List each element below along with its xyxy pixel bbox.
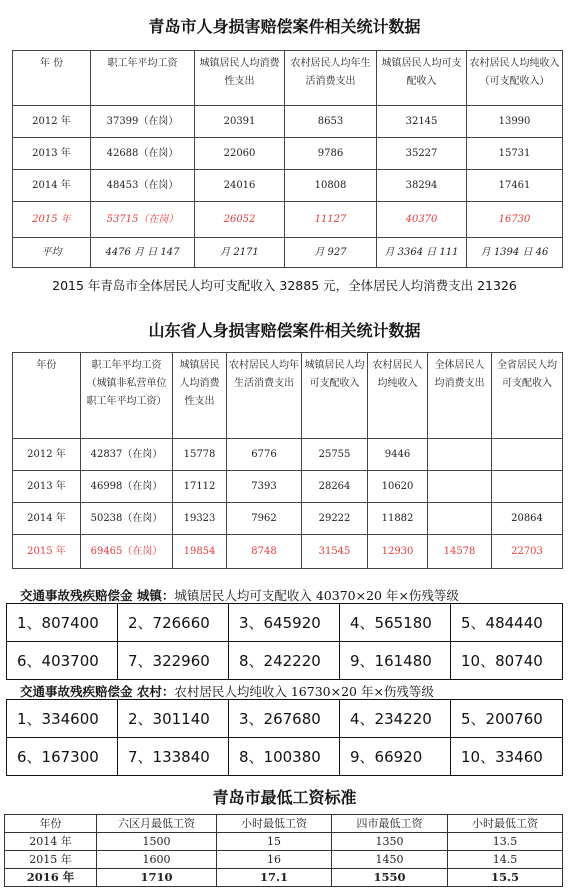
cell: 13.5 [448, 833, 563, 851]
header-district-monthly: 六区月最低工资 [97, 815, 217, 833]
cell: 11127 [285, 202, 377, 238]
table-row-highlight [13, 535, 563, 569]
cell: 1550 [332, 869, 448, 887]
grade-cell: 1、334600 [7, 700, 118, 738]
urban-compensation-label: 交通事故残疾赔偿金 城镇： [20, 588, 175, 603]
table-row-highlight [13, 202, 563, 238]
cell: 22060 [195, 138, 285, 170]
grade-cell: 8、100380 [229, 738, 340, 776]
cell: 1710 [97, 869, 217, 887]
cell: 28264 [302, 471, 368, 503]
cell: 2014 年 [13, 503, 81, 535]
cell: 7962 [227, 503, 302, 535]
grade-cell: 2、301140 [118, 700, 229, 738]
table1-title: 青岛市人身损害赔偿案件相关统计数据 [148, 17, 421, 36]
cell: 2015 年 [13, 202, 91, 238]
grade-cell: 3、267680 [229, 700, 340, 738]
cell: 2016 年 [5, 869, 97, 887]
header-province-income: 全省居民人均可支配收入 [492, 353, 563, 439]
cell: 48453（在岗） [91, 170, 195, 202]
cell: 15731 [467, 138, 563, 170]
cell: 1450 [332, 851, 448, 869]
cell: 40370 [377, 202, 467, 238]
cell: 月 3364 日 111 [377, 238, 467, 268]
cell: 7393 [227, 471, 302, 503]
cell: 38294 [377, 170, 467, 202]
header-hourly: 小时最低工资 [217, 815, 332, 833]
cell: 8653 [285, 106, 377, 138]
urban-compensation-table [6, 603, 563, 680]
table-row [13, 106, 563, 138]
grade-cell: 5、484440 [451, 604, 563, 642]
cell: 53715（在岗） [91, 202, 195, 238]
header-rural-consumption: 农村居民人均年生活消费支出 [227, 353, 302, 439]
table-row [7, 642, 563, 680]
table-row [5, 851, 563, 869]
cell: 12930 [368, 535, 428, 569]
cell: 11882 [368, 503, 428, 535]
cell: 31545 [302, 535, 368, 569]
table-row [7, 604, 563, 642]
cell: 2014 年 [13, 170, 91, 202]
cell: 10620 [368, 471, 428, 503]
header-year: 年份 [13, 353, 81, 439]
cell: 17112 [173, 471, 227, 503]
rural-compensation-label: 交通事故残疾赔偿金 农村： [20, 684, 175, 699]
cell: 32145 [377, 106, 467, 138]
cell: 20391 [195, 106, 285, 138]
cell [492, 471, 563, 503]
cell: 13990 [467, 106, 563, 138]
table-header-row [5, 815, 563, 833]
cell: 9786 [285, 138, 377, 170]
cell: 37399（在岗） [91, 106, 195, 138]
table-row [7, 738, 563, 776]
header-city-monthly: 四市最低工资 [332, 815, 448, 833]
cell: 1500 [97, 833, 217, 851]
cell [428, 471, 492, 503]
table-row [5, 833, 563, 851]
cell: 2015 年 [5, 851, 97, 869]
header-year: 年份 [5, 815, 97, 833]
header-avg-wage: 职工年平均工资 [91, 51, 195, 106]
header-urban-income: 城镇居民人均可支配收入 [377, 51, 467, 106]
header-urban-income: 城镇居民人均可支配收入 [302, 353, 368, 439]
header-hourly: 小时最低工资 [448, 815, 563, 833]
rural-compensation-line [20, 682, 434, 700]
cell: 42837（在岗） [81, 439, 173, 471]
cell: 14.5 [448, 851, 563, 869]
header-urban-consumption: 城镇居民人均消费性支出 [195, 51, 285, 106]
cell: 16730 [467, 202, 563, 238]
cell: 14578 [428, 535, 492, 569]
cell: 15 [217, 833, 332, 851]
table-row [13, 439, 563, 471]
cell: 6776 [227, 439, 302, 471]
cell: 8748 [227, 535, 302, 569]
table2-title: 山东省人身损害赔偿案件相关统计数据 [148, 321, 421, 340]
header-rural-income: 农村居民人均纯收入 [368, 353, 428, 439]
cell: 1600 [97, 851, 217, 869]
table-row [13, 138, 563, 170]
cell: 69465（在岗） [81, 535, 173, 569]
cell: 2013 年 [13, 138, 91, 170]
cell: 2014 年 [5, 833, 97, 851]
cell: 9446 [368, 439, 428, 471]
table-row [13, 170, 563, 202]
cell: 16 [217, 851, 332, 869]
cell: 2012 年 [13, 439, 81, 471]
cell: 22703 [492, 535, 563, 569]
cell: 35227 [377, 138, 467, 170]
cell: 29222 [302, 503, 368, 535]
table-row [7, 700, 563, 738]
cell: 2012 年 [13, 106, 91, 138]
header-rural-income: 农村居民人均纯收入（可支配收入） [467, 51, 563, 106]
cell: 17.1 [217, 869, 332, 887]
table-row [13, 471, 563, 503]
cell: 1350 [332, 833, 448, 851]
cell: 19323 [173, 503, 227, 535]
grade-cell: 4、234220 [340, 700, 451, 738]
cell: 24016 [195, 170, 285, 202]
grade-cell: 10、33460 [451, 738, 563, 776]
header-urban-consumption: 城镇居民人均消费性支出 [173, 353, 227, 439]
urban-compensation-line [20, 586, 459, 604]
cell: 4476 月 日 147 [91, 238, 195, 268]
grade-cell: 8、242220 [229, 642, 340, 680]
cell: 10808 [285, 170, 377, 202]
cell: 月 2171 [195, 238, 285, 268]
grade-cell: 3、645920 [229, 604, 340, 642]
minimum-wage-table [4, 814, 563, 887]
header-rural-consumption: 农村居民人均年生活消费支出 [285, 51, 377, 106]
grade-cell: 5、200760 [451, 700, 563, 738]
table-row-average [13, 238, 563, 268]
grade-cell: 6、403700 [7, 642, 118, 680]
grade-cell: 9、161480 [340, 642, 451, 680]
urban-compensation-formula: 城镇居民人均可支配收入 40370×20 年×伤残等级 [174, 588, 459, 603]
table-row [5, 869, 563, 887]
cell: 42688（在岗） [91, 138, 195, 170]
cell: 2015 年 [13, 535, 81, 569]
cell: 17461 [467, 170, 563, 202]
header-avg-wage: 职工年平均工资（城镇非私营单位职工年平均工资） [81, 353, 173, 439]
rural-compensation-table [6, 699, 563, 776]
cell [428, 503, 492, 535]
grade-cell: 6、167300 [7, 738, 118, 776]
cell: 月 927 [285, 238, 377, 268]
header-year: 年 份 [13, 51, 91, 106]
cell: 15778 [173, 439, 227, 471]
cell: 50238（在岗） [81, 503, 173, 535]
qingdao-stats-table [12, 50, 563, 268]
rural-compensation-formula: 农村居民人均纯收入 16730×20 年×伤残等级 [174, 684, 434, 699]
table-row [13, 503, 563, 535]
cell [492, 439, 563, 471]
grade-cell: 2、726660 [118, 604, 229, 642]
cell: 25755 [302, 439, 368, 471]
wage-title: 青岛市最低工资标准 [212, 788, 357, 807]
cell: 月 1394 日 46 [467, 238, 563, 268]
grade-cell: 9、66920 [340, 738, 451, 776]
grade-cell: 4、565180 [340, 604, 451, 642]
grade-cell: 10、80740 [451, 642, 563, 680]
cell: 15.5 [448, 869, 563, 887]
cell: 46998（在岗） [81, 471, 173, 503]
cell: 20864 [492, 503, 563, 535]
header-all-consumption: 全体居民人均消费支出 [428, 353, 492, 439]
grade-cell: 7、133840 [118, 738, 229, 776]
cell: 平均 [13, 238, 91, 268]
cell: 19854 [173, 535, 227, 569]
qingdao-income-note: 2015 年青岛市全体居民人均可支配收入 32885 元，全体居民人均消费支出 21326 [52, 278, 517, 293]
cell: 2013 年 [13, 471, 81, 503]
grade-cell: 7、322960 [118, 642, 229, 680]
grade-cell: 1、807400 [7, 604, 118, 642]
shandong-stats-table [12, 352, 563, 569]
cell [428, 439, 492, 471]
cell: 26052 [195, 202, 285, 238]
